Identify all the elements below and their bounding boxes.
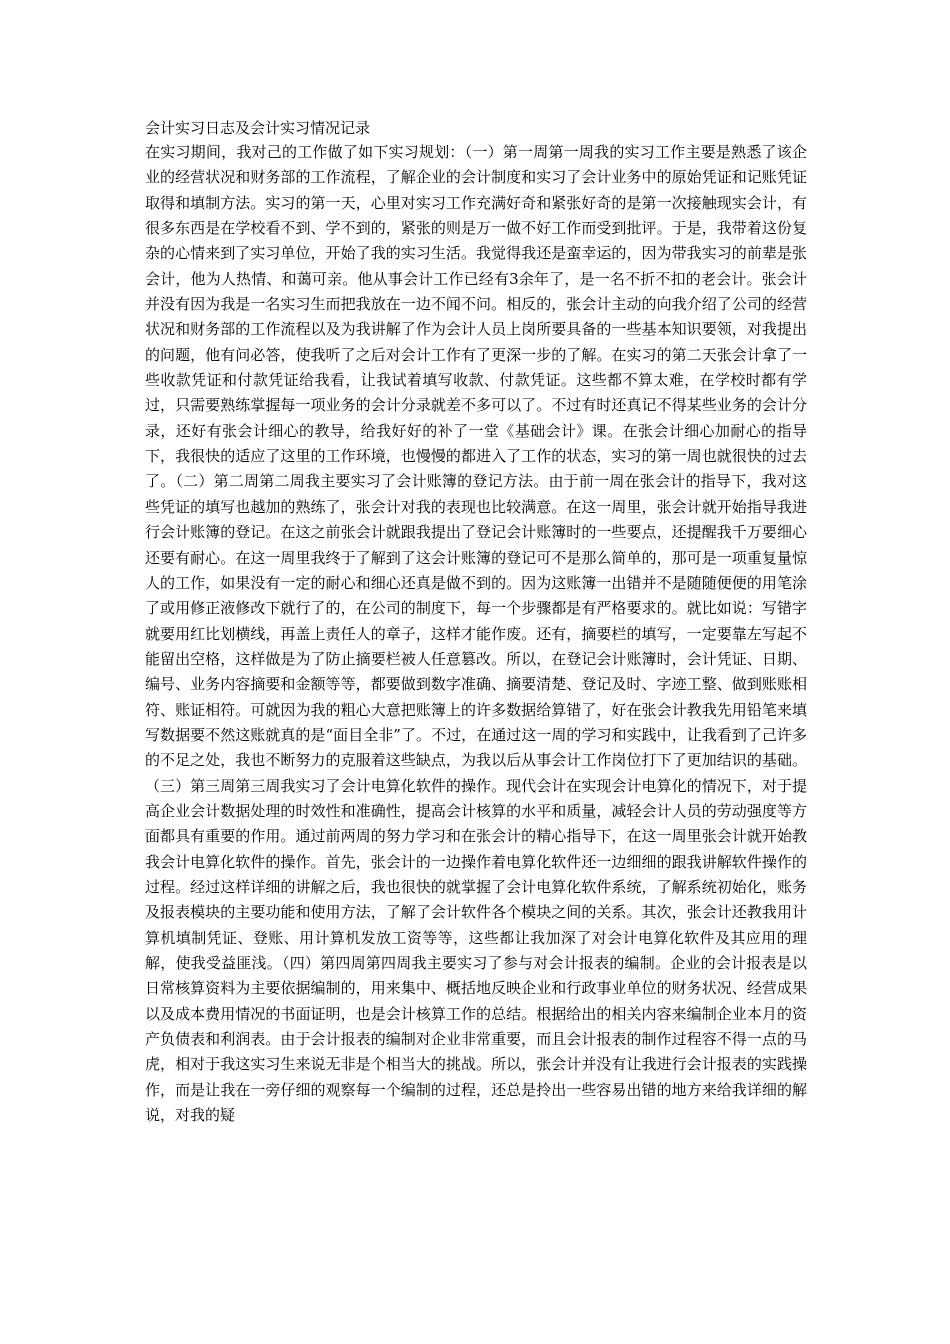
document-body: 在实习期间，我对己的工作做了如下实习规划：（一）第一周第一周我的实习工作主要是熟悉了该企业的经营状况和财务部的工作流程，了解企业的会计制度和实习了会计业务中的原始凭证和记账凭证取得和填制方法。实习的第一天，心里对实习工作充满好奇和紧张好奇的是第一次接触现实会计，有很多东西是在学校看不到、学不到的，紧张的则是万一做不好工作而受到批评。于是，我带着这份复杂的心情来到了实习单位，开始了我的实习生活。我觉得我还是蛮幸运的，因为带我实习的前辈是张会计，他为人热情、和蔼可亲。他从事会计工作已经有3余年了，是一名不折不扣的老会计。张会计并没有因为我是一名实习生而把我放在一边不闻不问。相反的，张会计主动的向我介绍了公司的经营状况和财务部的工作流程以及为我讲解了作为会计人员上岗所要具备的一些基本知识要领，对我提出的问题，他有问必答，使我听了之后对会计工作有了更深一步的了解。在实习的第二天张会计拿了一些收款凭证和付款凭证给我看，让我试着填写收款、付款凭证。这些都不算太难，在学校时都有学过，只需要熟练掌握每一项业务的会计分录就差不多可以了。不过有时还真记不得某些业务的会计分录，还好有张会计细心的教导，给我好好的补了一堂《基础会计》课。在张会计细心加耐心的指导下，我很快的适应了这里的工作环境，也慢慢的都进入了工作的状态，实习的第一周也就很快的过去了。（二）第二周第二周我主要实习了会计账簿的登记方法。由于前一周在张会计的指导下，我对这些凭证的填写也越加的熟练了，张会计对我的表现也比较满意。在这一周里，张会计就开始指导我进行会计账簿的登记。在这之前张会计就跟我提出了登记会计账簿时的一些要点，还提醒我千万要细心还要有耐心。在这一周里我终于了解到了这会计账簿的登记可不是那么简单的，那可是一项重复量惊人的工作，如果没有一定的耐心和细心还真是做不到的。因为这账簿一出错并不是随随便便的用笔涂了或用修正液修改下就行了的，在公司的制度下，每一个步骤都是有严格要求的。就比如说：写错字就要用红比划横线，再盖上责任人的章子，这样才能作废。还有，摘要栏的填写，一定要靠左写起不能留出空格，这样做是为了防止摘要栏被人任意篡改。所以，在登记会计账簿时，会计凭证、日期、编号、业务内容摘要和金额等等，都要做到数字准确、摘要清楚、登记及时、字迹工整、做到账账相符、账证相符。可就因为我的粗心大意把账簿上的许多数据给算错了，好在张会计教我先用铅笔来填写数据要不然这账就真的是“面目全非”了。不过，在通过这一周的学习和实践中，让我看到了己许多的不足之处，我也不断努力的克服着这些缺点，为我以后从事会计工作岗位打下了更加结识的基础。（三）第三周第三周我实习了会计电算化软件的操作。现代会计在实现会计电算化的情况下，对于提高企业会计数据处理的时效性和准确性，提高会计核算的水平和质量，减轻会计人员的劳动强度等方面都具有重要的作用。通过前两周的努力学习和在张会计的精心指导下，在这一周里张会计就开始教我会计电算化软件的操作。首先，张会计的一边操作着电算化软件还一边细细的跟我讲解软件操作的过程。经过这样详细的讲解之后，我也很快的就掌握了会计电算化软件系统，了解系统初始化，账务及报表模块的主要功能和使用方法，了解了会计软件各个模块之间的关系。其次，张会计还教我用计算机填制凭证、登账、用计算机发放工资等等，这些都让我加深了对会计电算化软件及其应用的理解，使我受益匪浅。（四）第四周第四周我主要实习了参与对会计报表的编制。企业的会计报表是以日常核算资料为主要依据编制的，用来集中、概括地反映企业和行政事业单位的财务状况、经营成果以及成本费用情况的书面证明，也是会计核算工作的总结。根据给出的相关内容来编制企业本月的资产负债表和利润表。由于会计报表的编制对企业非常重要，而且会计报表的制作过程容不得一点的马虎，相对于我这实习生来说无非是个相当大的挑战。所以，张会计并没有让我进行会计报表的实践操作，而是让我在一旁仔细的观察每一个编制的过程，还总是拎出一些容易出错的地方来给我详细的解说，对我的疑 [145,143,807,1125]
document-title: 会计实习日志及会计实习情况记录 [145,119,371,137]
document-page [145,116,807,1128]
